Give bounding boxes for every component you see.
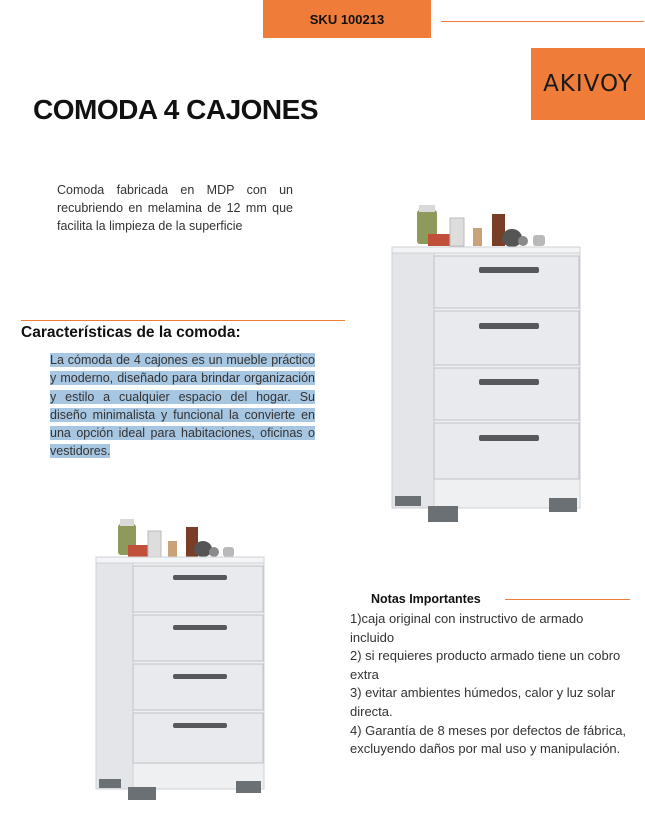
dresser-image-large [388,200,588,525]
notes-list [350,610,630,759]
features-heading: Características de la comoda: [21,324,241,341]
dresser-image-small [93,517,268,802]
notes-heading: Notas Importantes [371,592,481,606]
notes-item-3: 3) evitar ambientes húmedos, calor y luz solar directa. [350,685,616,719]
sku-label: SKU 100213 [309,11,385,27]
product-description: Comoda fabricada en MDP con un recubriendo en melamina de 12 mm que facilita la limpieza de la superficie [57,183,293,233]
header-divider [441,21,644,22]
page-title: COMODA 4 CAJONES [33,94,319,125]
features-text [50,351,315,461]
notes-item-4: 4) Garantía de 8 meses por defectos de fábrica, excluyendo daños por mal uso y manipulación. [350,722,627,757]
notes-item-1: 1)caja original con instructivo de armado incluido [350,611,584,645]
features-divider [21,320,345,321]
notes-item-2: 2) si requieres producto armado tiene un cobro extra [350,648,621,682]
brand-logo [531,48,645,120]
brand-logo-text: AKIVOY [543,71,633,97]
sku-badge [263,0,431,38]
notes-divider [505,599,630,600]
features-highlight: La cómoda de 4 cajones es un mueble práctico y moderno, diseñado para brindar organización y estilo a cualquier espacio del hogar. Su diseño minimalista y funcional la convierte en una opción ideal para habitaciones, oficinas o vestidores. [50,353,315,459]
